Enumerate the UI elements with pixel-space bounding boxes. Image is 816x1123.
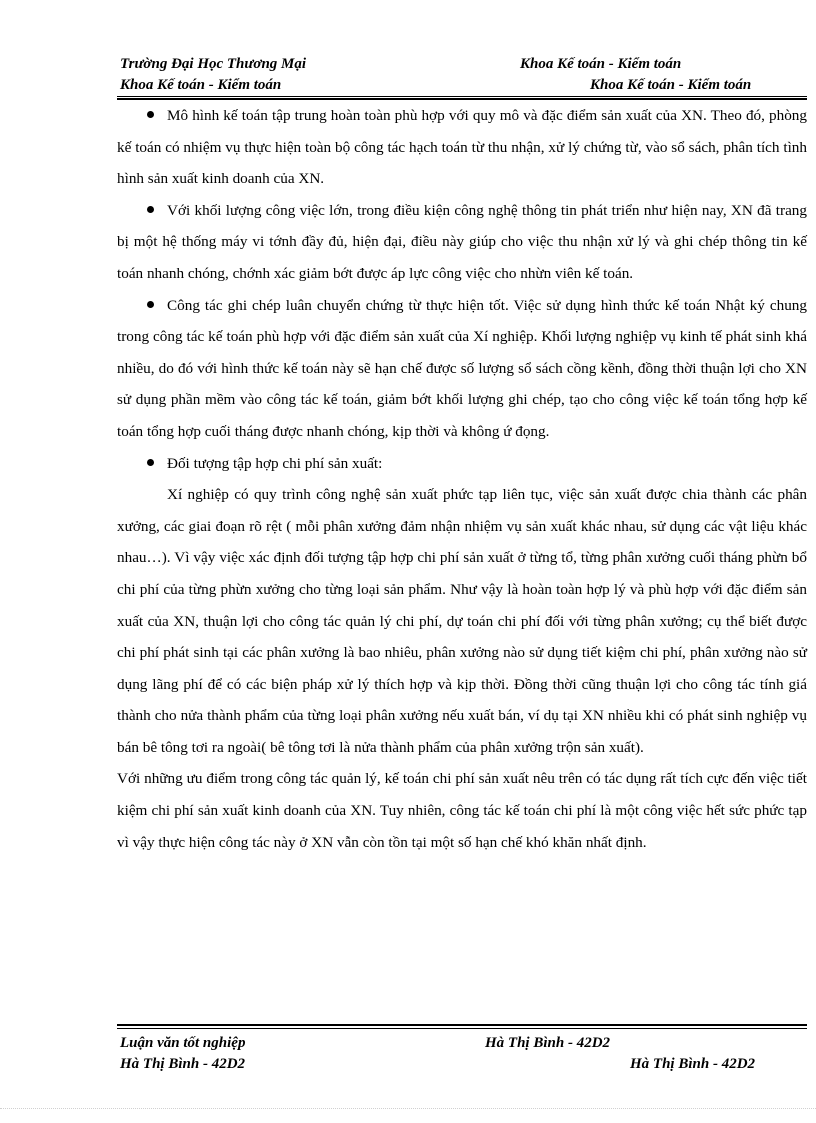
footer-author-left: Hà Thị Bình - 42D2 — [120, 1056, 246, 1072]
bullet-icon — [147, 301, 154, 308]
bullet-icon — [147, 459, 154, 466]
header-university: Trường Đại Học Thương Mại — [120, 56, 307, 72]
paragraph-bullet — [117, 195, 807, 290]
paragraph-indent — [117, 479, 807, 763]
footer-rule-thin — [117, 1028, 807, 1029]
paragraph-bullet — [117, 448, 807, 480]
page-bottom-dotted-line — [0, 1108, 816, 1109]
bullet-icon — [147, 206, 154, 213]
paragraph-bullet — [117, 290, 807, 448]
header-faculty: Khoa Kế toán - Kiểm toán — [520, 56, 682, 72]
header-faculty-right: Khoa Kế toán - Kiểm toán — [590, 77, 752, 93]
paragraph-text: Với khối lượng công việc lớn, trong điều kiện công nghệ thông tin phát triển như hiện nay, XN đã trang bị một hệ thống máy vi tớnh đầy đủ, hiện đại, điều này giúp cho việc thu nhận xử lý và ghi chép thông tin kế toán nhanh chóng, chớnh xác giảm bớt được áp lực công việc cho nhừn viên kế toán. — [117, 201, 807, 282]
paragraph-text: Với những ưu điểm trong công tác quản lý, kế toán chi phí sản xuất nêu trên có tác dụng rất tích cực đến việc tiết kiệm chi phí sản xuất kinh doanh của XN. Tuy nhiên, công tác kế toán chi phí là một công việc hết sức phức tạp vì vậy thực hiện công tác này ở XN vẫn còn tồn tại một số hạn chế khó khăn nhất định. — [117, 770, 807, 851]
header-faculty-left: Khoa Kế toán - Kiểm toán — [120, 77, 282, 93]
paragraph-plain — [117, 763, 807, 858]
paragraph-text: Xí nghiệp có quy trình công nghệ sản xuất phức tạp liên tục, việc sản xuất được chia thành các phân xưởng, các giai đoạn rõ rệt ( mỗi phân xưởng đảm nhận nhiệm vụ sản xuất khác nhau, sử dụng các vật liệu khác nhau…). Vì vậy việc xác định đối tượng tập hợp chi phí sản xuất ở từng tổ, từng phân xưởng cuối tháng phừn bổ chi phí của từng phừn xưởng cho từng loại sản phẩm. Như vậy là hoàn toàn hợp lý và phù hợp với đặc điểm sản xuất của XN, thuận lợi cho công tác quản lý chi phí, dự toán chi phí đối với từng phân xưởng; cụ thể biết được chi phí phát sinh tại các phân xưởng là bao nhiêu, phân xưởng nào sử dụng tiết kiệm chi phí, phân xưởng nào sử dụng lãng phí để có các biện pháp xử lý thích hợp và kịp thời. Đồng thời cũng thuận lợi cho công tác tính giá thành cho nửa thành phẩm của từng loại phân xưởng nếu xuất bán, ví dụ tại XN nhiều khi có phát sinh nghiệp vụ bán bê tông tơi ra ngoài( bê tông tơi là nửa thành phẩm của phân xưởng trộn sản xuất). — [117, 486, 807, 756]
footer-thesis-label: Luận văn tốt nghiệp — [120, 1035, 246, 1051]
paragraph-text: Công tác ghi chép luân chuyển chứng từ thực hiện tốt. Việc sử dụng hình thức kế toán Nhật ký chung trong công tác kế toán phù hợp với đặc điểm sản xuất của Xí nghiệp. Khối lượng nghiệp vụ kinh tế phát sinh khá nhiều, do đó với hình thức kế toán này sẽ hạn chế được số lượng sổ sách cồng kềnh, đồng thời thuận lợi cho XN sử dụng phần mềm vào công tác kế toán, giảm bớt khối lượng ghi chép, tạo cho công việc kế toán tổng hợp kế toán tổng hợp cuối tháng được nhanh chóng, kịp thời và không ứ đọng. — [117, 296, 807, 440]
paragraph-bullet — [117, 100, 807, 195]
body-text — [117, 100, 807, 858]
footer-author: Hà Thị Bình - 42D2 — [485, 1035, 611, 1051]
paragraph-text: Đối tượng tập hợp chi phí sản xuất: — [167, 454, 383, 472]
footer-author-right: Hà Thị Bình - 42D2 — [630, 1056, 756, 1072]
footer-rule-thick — [117, 1024, 807, 1026]
paragraph-text: Mô hình kế toán tập trung hoàn toàn phù hợp với quy mô và đặc điểm sản xuất của XN. Theo đó, phòng kế toán có nhiệm vụ thực hiện toàn bộ công tác hạch toán từ thu nhận, xử lý chứng từ, vào sổ sách, phân tích tình hình sản xuất kinh doanh của XN. — [117, 107, 807, 188]
header-rule-thin — [117, 96, 807, 97]
bullet-icon — [147, 111, 154, 118]
